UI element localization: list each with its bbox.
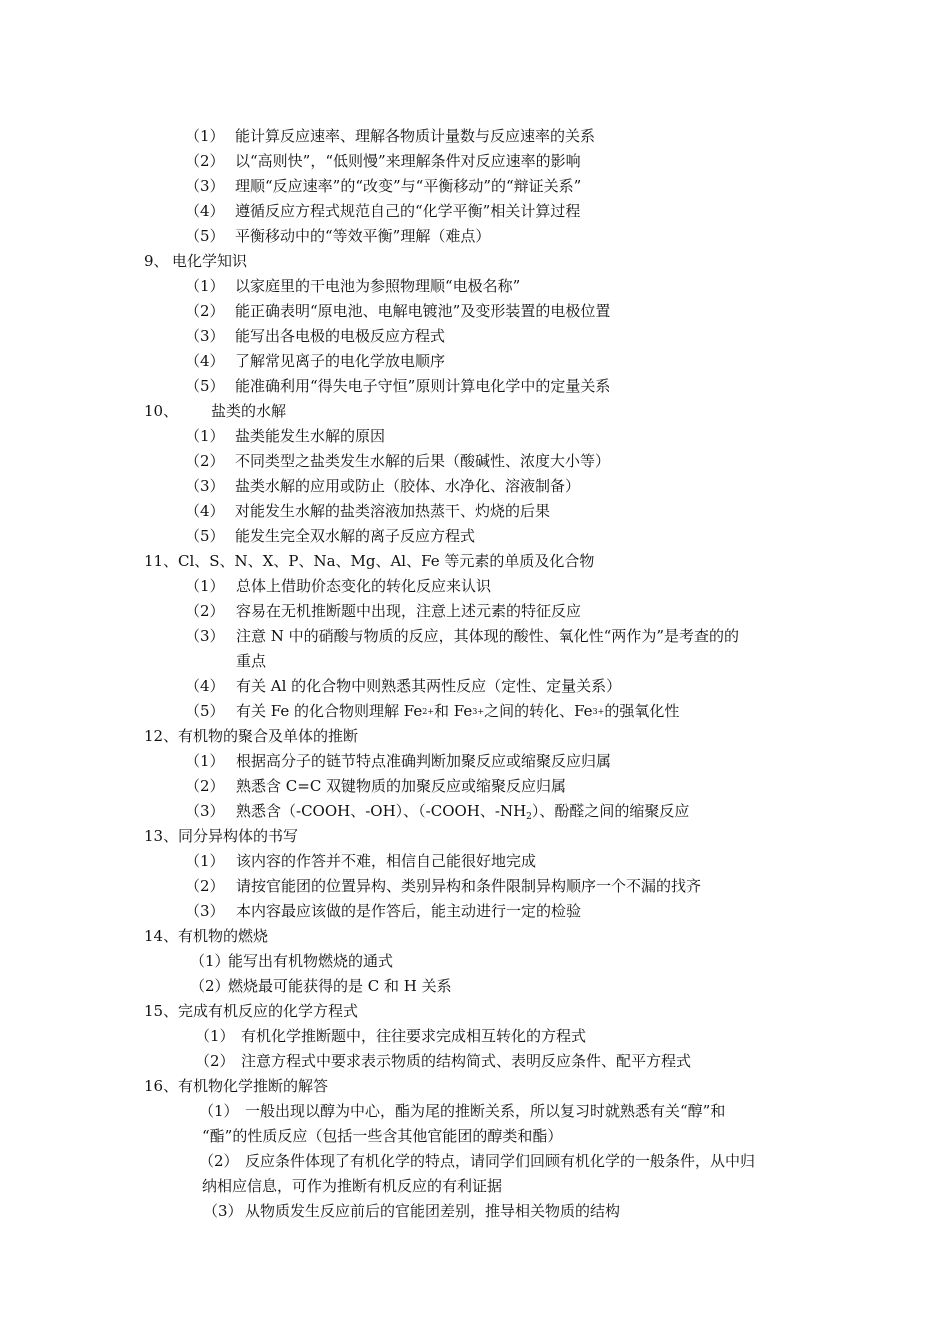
item-number: 15、 (144, 1002, 179, 1020)
section-heading (144, 401, 286, 421)
item-text: 能发生完全双水解的离子反应方程式 (235, 527, 476, 545)
list-item (185, 676, 621, 696)
item-number: （5） (185, 527, 225, 545)
list-item (185, 526, 475, 546)
item-text: 了解常见离子的电化学放电顺序 (235, 352, 446, 370)
item-text: 根据高分子的链节特点准确判断加聚反应或缩聚反应归属 (236, 752, 612, 770)
item-number: （1） (185, 577, 225, 595)
item-text: 平衡移动中的“等效平衡”理解（难点） (235, 227, 491, 245)
item-text: 熟悉含（-COOH、-OH）、（-COOH、$-NH_2$）、酚醛之间的缩聚反应 (236, 802, 690, 822)
item-number: （5） (185, 702, 225, 720)
list-item (185, 301, 610, 321)
item-text: 不同类型之盐类发生水解的后果（酸碱性、浓度大小等） (235, 452, 611, 470)
item-number: 10、 (144, 402, 179, 420)
item-text: 能准确利用“得失电子守恒”原则计算电化学中的定量关系 (235, 377, 611, 395)
list-item (203, 1201, 620, 1221)
list-item (185, 326, 445, 346)
item-number: （2） (185, 602, 225, 620)
list-item (185, 901, 581, 921)
list-item (185, 426, 385, 446)
section-heading (144, 1001, 358, 1021)
item-text: “酯”的性质反应（包括一些含其他官能团的醇类和酯） (202, 1127, 563, 1145)
list-item (185, 476, 580, 496)
item-number: 11、 (144, 552, 179, 570)
item-number: （4） (185, 352, 225, 370)
item-number: （3） (185, 177, 225, 195)
item-text: 能计算反应速率、理解各物质计量数与反应速率的关系 (235, 127, 596, 145)
section-heading (144, 926, 268, 946)
item-number: （2） (185, 302, 225, 320)
item-text: 本内容最应该做的是作答后，能主动进行一定的检验 (236, 902, 582, 920)
item-number: 14、 (144, 927, 179, 945)
item-text: 盐类的水解 (211, 402, 287, 420)
item-text: 从物质发生反应前后的官能团差别，推导相关物质的结构 (245, 1202, 621, 1220)
item-number: （1） (185, 852, 225, 870)
list-item (185, 576, 491, 596)
item-text: 以“高则快”，“低则慢”来理解条件对反应速率的影响 (235, 152, 581, 170)
list-item-fe (185, 701, 679, 721)
item-number: 12、 (144, 727, 179, 745)
item-text: 请按官能团的位置异构、类别异构和条件限制异构顺序一个不漏的找齐 (236, 877, 702, 895)
item-number: （3） (185, 327, 225, 345)
item-number: （2） (185, 877, 225, 895)
list-item-continuation (202, 1126, 562, 1146)
item-text: 反应条件体现了有机化学的特点，请同学们回顾有机化学的一般条件，从中归 (245, 1152, 756, 1170)
item-text: 同分异构体的书写 (178, 827, 299, 845)
item-number: （2） (190, 977, 230, 995)
section-heading (144, 1076, 328, 1096)
list-item (185, 451, 610, 471)
item-text: 有机物的聚合及单体的推断 (178, 727, 359, 745)
item-number: （2） (185, 152, 225, 170)
item-text: 注意 N 中的硝酸与物质的反应，其体现的酸性、氧化性“两作为”是考查的的 (236, 627, 740, 645)
item-text: 纳相应信息，可作为推断有机反应的有利证据 (202, 1177, 503, 1195)
list-item (199, 1151, 755, 1171)
list-item (195, 1051, 691, 1071)
list-item (199, 1101, 725, 1121)
list-item (185, 776, 566, 796)
item-text: 以家庭里的干电池为参照物理顺“电极名称” (235, 277, 521, 295)
list-item (185, 501, 550, 521)
item-number: （4） (185, 202, 225, 220)
list-item (185, 601, 581, 621)
item-number: （1） (185, 277, 225, 295)
section-heading (144, 251, 247, 271)
list-item (185, 201, 580, 221)
section-heading (144, 551, 594, 571)
item-number: （1） (185, 427, 225, 445)
item-text: 能写出各电极的电极反应方程式 (235, 327, 446, 345)
item-number: （1） (185, 127, 225, 145)
item-text: 盐类能发生水解的原因 (235, 427, 386, 445)
item-number: （3） (185, 627, 225, 645)
item-text: 注意方程式中要求表示物质的结构简式、表明反应条件、配平方程式 (241, 1052, 692, 1070)
item-text: 有机物化学推断的解答 (178, 1077, 329, 1095)
list-item (185, 376, 610, 396)
section-heading (144, 826, 298, 846)
item-number: 13、 (144, 827, 179, 845)
item-number: （2） (185, 777, 225, 795)
item-number: （4） (185, 502, 225, 520)
list-item (185, 351, 445, 371)
list-item (195, 1026, 586, 1046)
item-number: 9、 (144, 252, 169, 270)
list-item (185, 151, 581, 171)
item-number: （2） (185, 452, 225, 470)
item-text: 该内容的作答并不难，相信自己能很好地完成 (236, 852, 537, 870)
list-item (185, 176, 581, 196)
list-item-continuation (202, 1176, 502, 1196)
item-text: 能正确表明“原电池、电解电镀池”及变形装置的电极位置 (235, 302, 611, 320)
item-text: 熟悉含 C=C 双键物质的加聚反应或缩聚反应归属 (236, 777, 567, 795)
list-item (190, 976, 452, 996)
item-text: 有关 Al 的化合物中则熟悉其两性反应（定性、定量关系） (236, 677, 622, 695)
list-item (190, 951, 393, 971)
list-item-cooh (185, 801, 689, 821)
item-text: Cl、S、N、X、P、Na、Mg、Al、Fe 等元素的单质及化合物 (178, 552, 595, 570)
item-number: （2） (199, 1152, 239, 1170)
item-number: 16、 (144, 1077, 179, 1095)
list-item (185, 851, 536, 871)
item-text: 遵循反应方程式规范自己的“化学平衡”相关计算过程 (235, 202, 581, 220)
item-number: （3） (185, 477, 225, 495)
list-item (185, 876, 701, 896)
list-item-continuation (236, 651, 266, 671)
item-text: 一般出现以醇为中心，酯为尾的推断关系，所以复习时就熟悉有关“醇”和 (245, 1102, 726, 1120)
item-number: （3） (185, 802, 225, 820)
item-text: 有关 Fe 的化合物则理解 $Fe^{2+}$和 $Fe^{3+}$之间的转化、$Fe^{3+}$的强氧化性 (236, 702, 680, 720)
item-text: 盐类水解的应用或防止（胶体、水净化、溶液制备） (235, 477, 581, 495)
list-item (185, 751, 611, 771)
item-text: 总体上借助价态变化的转化反应来认识 (236, 577, 492, 595)
item-number: （4） (185, 677, 225, 695)
list-item (185, 626, 739, 646)
list-item (185, 126, 595, 146)
item-text: 重点 (236, 652, 267, 670)
item-number: （5） (185, 227, 225, 245)
item-number: （1） (195, 1027, 235, 1045)
item-text: 燃烧最可能获得的是 C 和 H 关系 (228, 977, 452, 995)
section-heading (144, 726, 358, 746)
item-number: （1） (190, 952, 230, 970)
item-text: 完成有机反应的化学方程式 (178, 1002, 359, 1020)
item-number: （1） (185, 752, 225, 770)
item-text: 对能发生水解的盐类溶液加热蒸干、灼烧的后果 (235, 502, 551, 520)
item-number: （3） (203, 1202, 243, 1220)
item-text: 有机物的燃烧 (178, 927, 269, 945)
item-number: （2） (195, 1052, 235, 1070)
item-number: （3） (185, 902, 225, 920)
item-text: 理顺“反应速率”的“改变”与“平衡移动”的“辩证关系” (235, 177, 582, 195)
item-number: （5） (185, 377, 225, 395)
item-text: 有机化学推断题中，往往要求完成相互转化的方程式 (241, 1027, 587, 1045)
list-item (185, 276, 520, 296)
item-text: 容易在无机推断题中出现，注意上述元素的特征反应 (236, 602, 582, 620)
item-number: （1） (199, 1102, 239, 1120)
list-item (185, 226, 490, 246)
item-text: 电化学知识 (172, 252, 248, 270)
item-text: 能写出有机物燃烧的通式 (228, 952, 394, 970)
